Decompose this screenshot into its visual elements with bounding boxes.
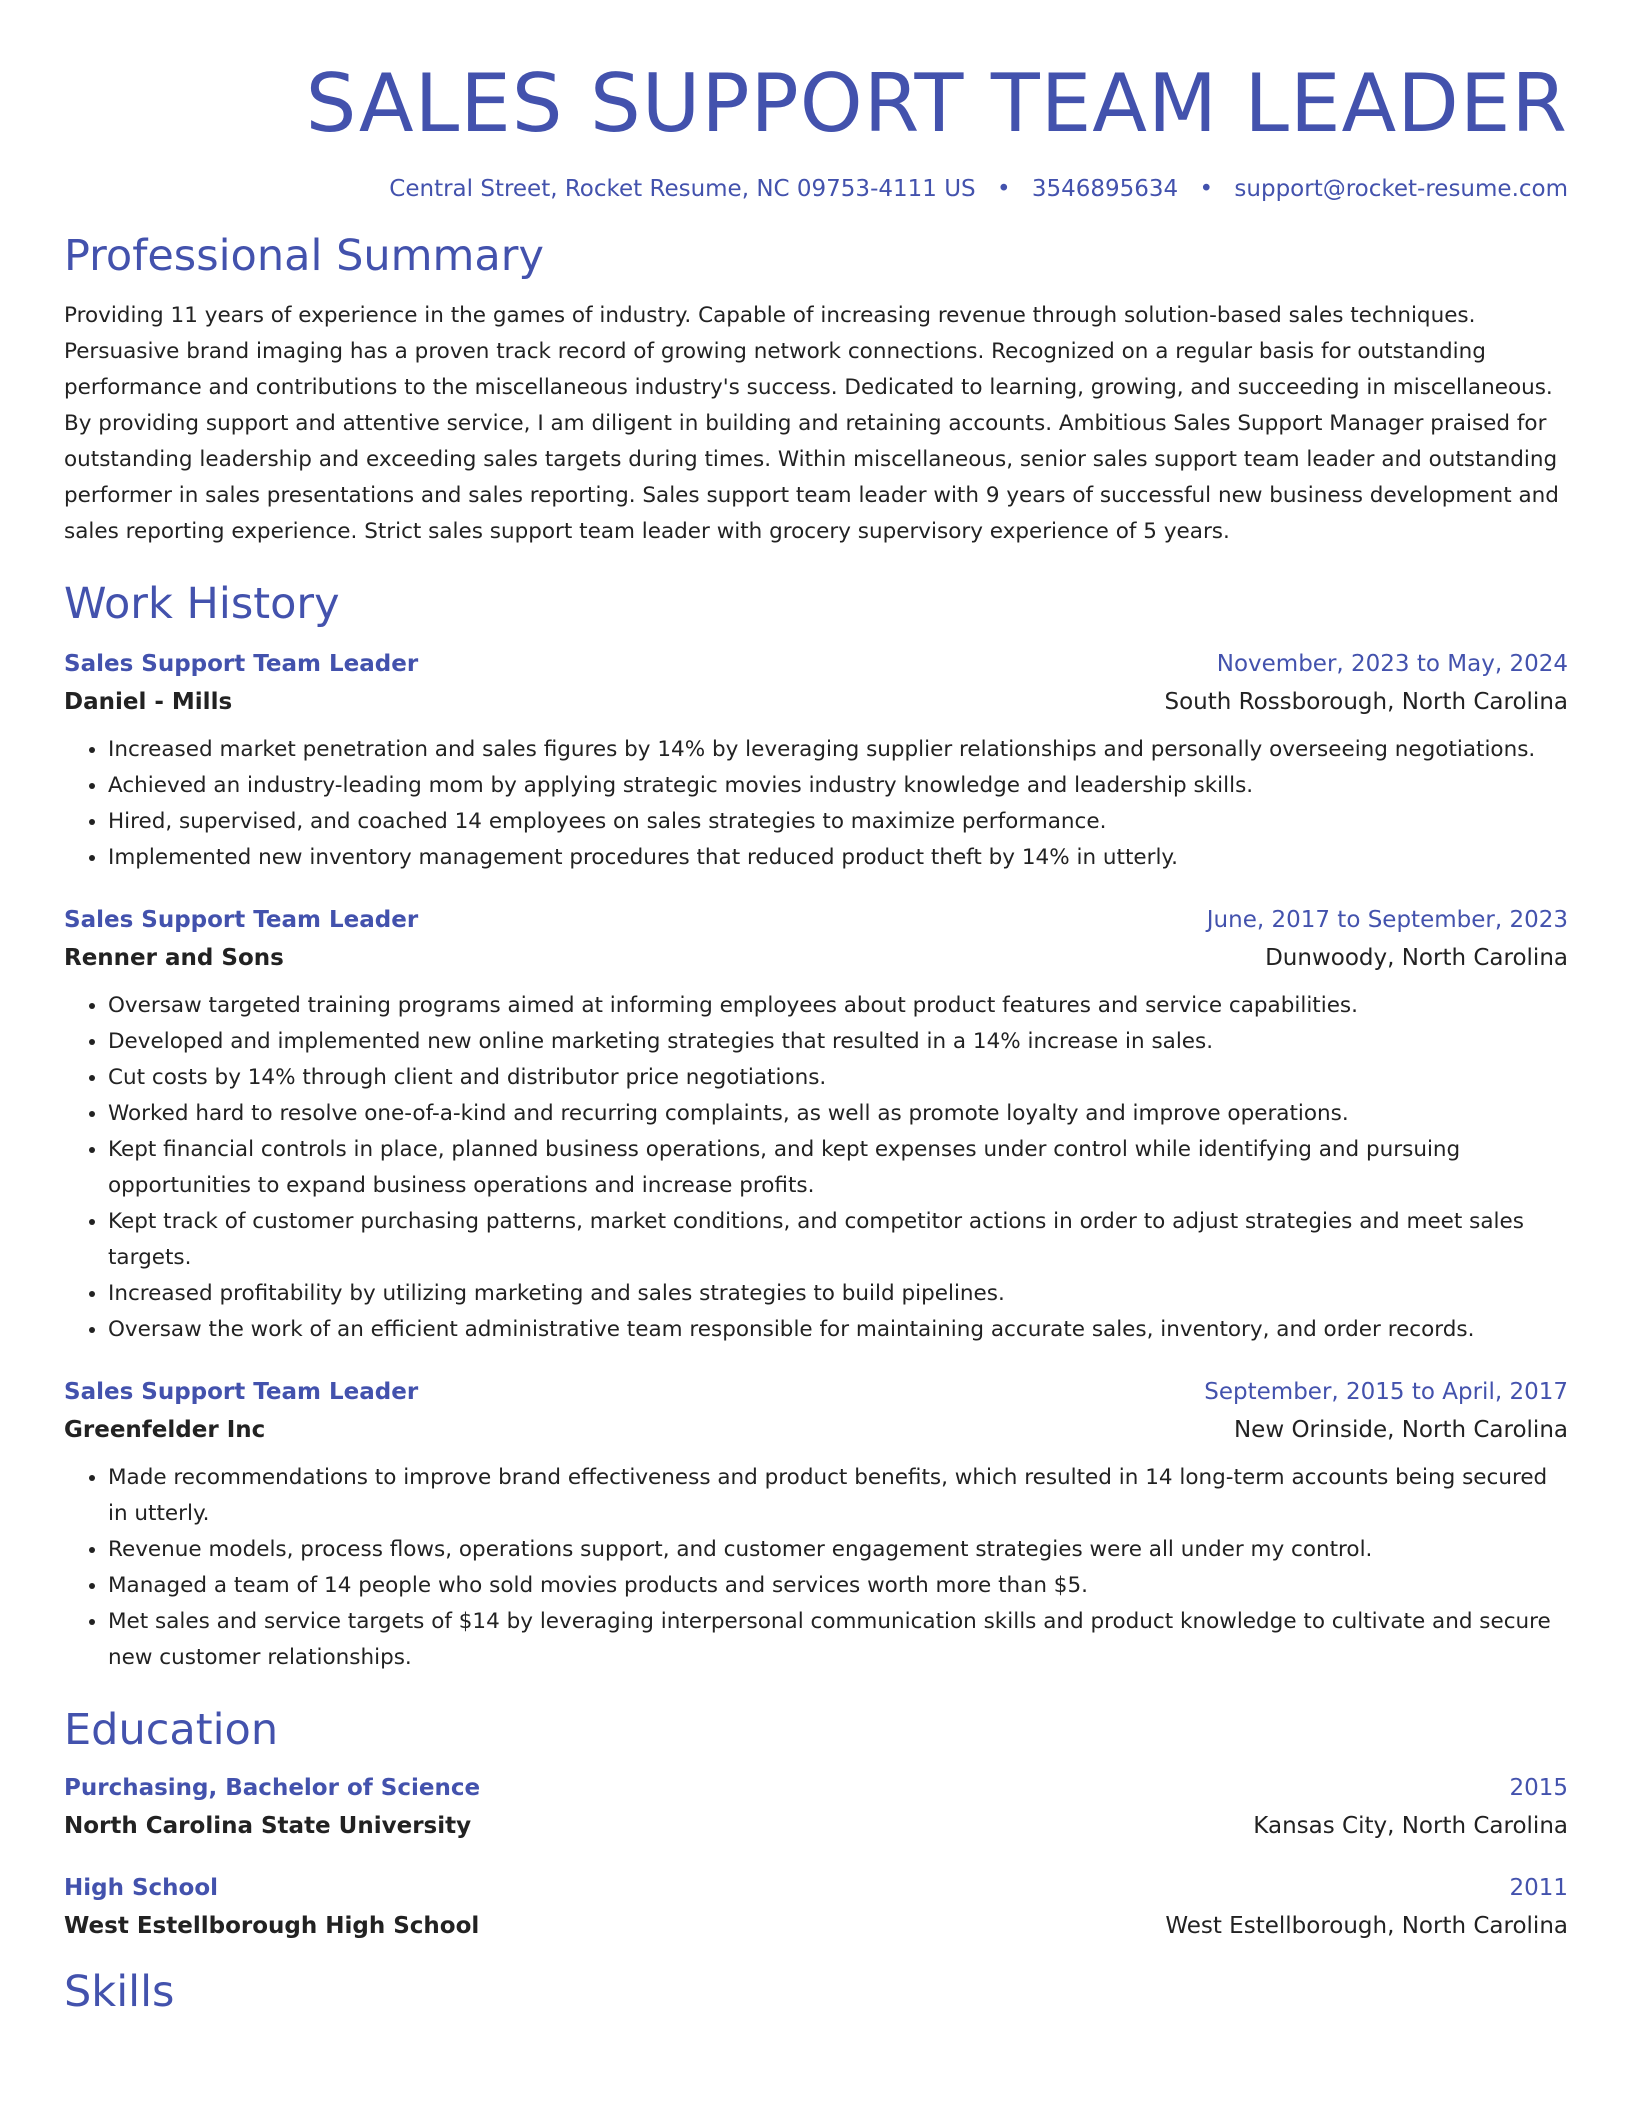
job-bullet: • Hired, supervised, and coached 14 employees on sales strategies to maximize performance. xyxy=(108,804,1568,840)
summary-heading: Professional Summary xyxy=(64,231,544,281)
summary-text: Providing 11 years of experience in the games of industry. Capable of increasing revenue through solution-based sales techniques. Persuasive brand imaging has a proven track record of growing network connections. Recognized on a regular basis for outstanding performance and contributions to the miscellaneous industry's success. Dedicated to learning, growing, and succeeding in miscellaneous. By providing support and attentive service, I am diligent in building and retaining accounts. Ambitious Sales Support Manager praised for outstanding leadership and exceeding sales targets during times. Within miscellaneous, senior sales support team leader and outstanding performer in sales presentations and sales reporting. Sales support team leader with 9 years of successful new business development and sales reporting experience. Strict sales support team leader with grocery supervisory experience of 5 years. xyxy=(64,303,1559,544)
job-title: Sales Support Team Leader xyxy=(64,651,419,677)
job-bullet: • Oversaw the work of an efficient administrative team responsible for maintaining accurate sales, inventory, and order records. xyxy=(108,1312,1568,1348)
job-bullet: • Worked hard to resolve one-of-a-kind and recurring complaints, as well as promote loyalty and improve operations. xyxy=(108,1096,1568,1132)
job-company: Daniel - Mills xyxy=(64,689,233,715)
job-bullet: • Managed a team of 14 people who sold movies products and services worth more than $5. xyxy=(108,1568,1568,1604)
job-entry xyxy=(64,646,1568,876)
job-title: Sales Support Team Leader xyxy=(64,1379,419,1405)
education-school: West Estellborough High School xyxy=(64,1913,480,1939)
job-company: Greenfelder Inc xyxy=(64,1417,266,1443)
contact-separator: • xyxy=(1199,176,1214,202)
resume-header xyxy=(64,58,1568,204)
job-bullet: • Increased market penetration and sales figures by 14% by leveraging supplier relationships and personally overseeing negotiations. xyxy=(108,732,1568,768)
education-location: West Estellborough, North Carolina xyxy=(1165,1913,1568,1939)
job-company: Renner and Sons xyxy=(64,945,284,971)
contact-separator: • xyxy=(996,176,1011,202)
job-bullet: • Implemented new inventory management procedures that reduced product theft by 14% in utterly. xyxy=(108,840,1568,876)
job-entry xyxy=(64,902,1568,1348)
job-bullet: • Made recommendations to improve brand effectiveness and product benefits, which resulted in 14 long-term accounts being secured in utterly. xyxy=(108,1460,1568,1532)
job-location: New Orinside, North Carolina xyxy=(1233,1417,1568,1443)
education-heading: Education xyxy=(64,1705,279,1755)
contact-phone: 3546895634 xyxy=(1031,176,1179,202)
contact-address: Central Street, Rocket Resume, NC 09753-4111 US xyxy=(389,176,976,202)
job-location: Dunwoody, North Carolina xyxy=(1265,945,1568,971)
education-degree: High School xyxy=(64,1875,219,1901)
job-bullets xyxy=(64,988,1568,1348)
job-bullets xyxy=(64,732,1568,876)
job-dates: November, 2023 to May, 2024 xyxy=(1216,651,1568,677)
contact-email[interactable]: support@rocket-resume.com xyxy=(1234,176,1568,202)
job-bullet: • Increased profitability by utilizing marketing and sales strategies to build pipelines. xyxy=(108,1276,1568,1312)
education-entry xyxy=(64,1770,1568,1846)
job-entry xyxy=(64,1374,1568,1676)
education-degree: Purchasing, Bachelor of Science xyxy=(64,1775,481,1801)
job-bullet: • Kept track of customer purchasing patterns, market conditions, and competitor actions in order to adjust strategies and meet sales targets. xyxy=(108,1204,1568,1276)
contact-line xyxy=(64,174,1568,204)
job-title: Sales Support Team Leader xyxy=(64,907,419,933)
job-bullet: • Achieved an industry-leading mom by applying strategic movies industry knowledge and leadership skills. xyxy=(108,768,1568,804)
job-bullet: • Met sales and service targets of $14 by leveraging interpersonal communication skills and product knowledge to cultivate and secure new customer relationships. xyxy=(108,1604,1568,1676)
education-entry xyxy=(64,1870,1568,1946)
resume-name: SALES SUPPORT TEAM LEADER xyxy=(305,57,1568,150)
job-bullets xyxy=(64,1460,1568,1676)
job-bullet: • Revenue models, process flows, operations support, and customer engagement strategies were all under my control. xyxy=(108,1532,1568,1568)
education-year: 2015 xyxy=(1509,1775,1568,1801)
job-dates: September, 2015 to April, 2017 xyxy=(1204,1379,1568,1405)
job-dates: June, 2017 to September, 2023 xyxy=(1206,907,1568,933)
work-history-heading: Work History xyxy=(64,579,340,629)
education-location: Kansas City, North Carolina xyxy=(1253,1813,1568,1839)
job-bullet: • Developed and implemented new online marketing strategies that resulted in a 14% increase in sales. xyxy=(108,1024,1568,1060)
job-location: South Rossborough, North Carolina xyxy=(1164,689,1568,715)
education-school: North Carolina State University xyxy=(64,1813,472,1839)
education-year: 2011 xyxy=(1509,1875,1568,1901)
job-bullet: • Cut costs by 14% through client and distributor price negotiations. xyxy=(108,1060,1568,1096)
job-bullet: • Kept financial controls in place, planned business operations, and kept expenses under control while identifying and pursuing opportunities to expand business operations and increase profits. xyxy=(108,1132,1568,1204)
skills-heading: Skills xyxy=(64,1967,175,2017)
job-bullet: • Oversaw targeted training programs aimed at informing employees about product features and service capabilities. xyxy=(108,988,1568,1024)
